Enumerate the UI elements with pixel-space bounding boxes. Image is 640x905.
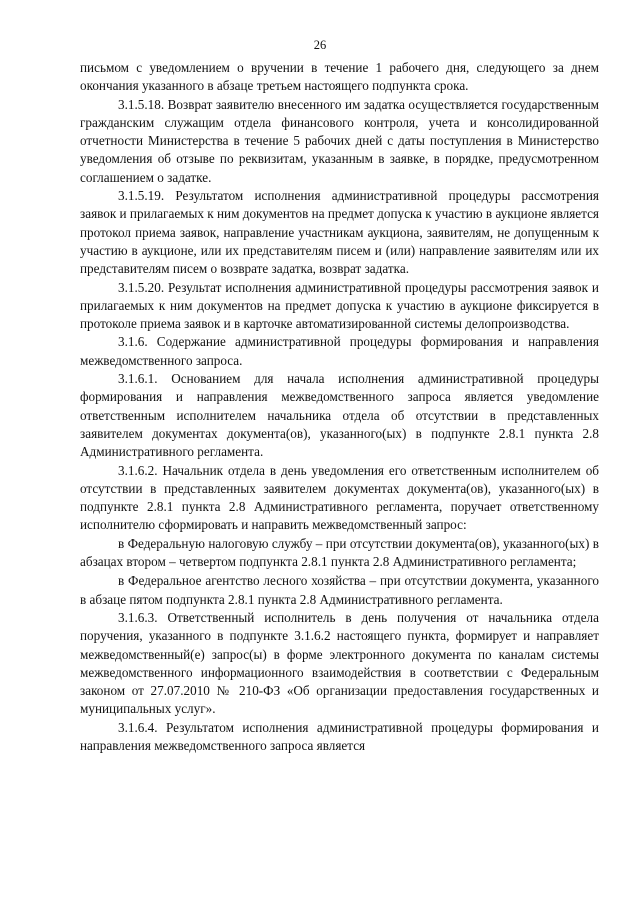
document-body [80, 59, 599, 755]
paragraph: 3.1.5.19. Результатом исполнения административной процедуры рассмотрения заявок и прилагаемых к ним документов на предмет допуска к участию в аукционе является протокол приема заявок, направление участникам аукциона, заявителям, не допущенным к участию в аукционе, или их представителям писем и (или) направление заявителям или их представителям писем о возврате задатка, возврат задатка. [80, 188, 599, 277]
paragraph: 3.1.6.3. Ответственный исполнитель в день получения от начальника отдела поручения, указанного в подпункте 3.1.6.2 настоящего пункта, формирует и направляет межведомственный(е) запрос(ы) в форме электронного документа по каналам системы межведомственного информационного взаимодействия в соответствии с Федеральным законом от 27.07.2010 № 210-ФЗ «Об организации предоставления государственных и муниципальных услуг». [80, 609, 599, 717]
paragraph: 3.1.5.18. Возврат заявителю внесенного им задатка осуществляется государственным гражданским служащим отдела финансового контроля, учета и консолидированной отчетности Министерства в течение 5 рабочих дней с даты поступления в Министерство уведомления об отзыве по реквизитам, указанным в заявке, в порядке, предусмотренном соглашением о задатке. [80, 96, 599, 185]
page-number: 26 [313, 38, 327, 52]
paragraph: письмом с уведомлением о вручении в течение 1 рабочего дня, следующего за днем окончания указанного в абзаце третьем настоящего подпункта срока. [80, 60, 599, 94]
paragraph: 3.1.6.4. Результатом исполнения административной процедуры формирования и направления межведомственного запроса является [80, 719, 599, 753]
paragraph: в Федеральную налоговую службу – при отсутствии документа(ов), указанного(ых) в абзацах втором – четвертом подпункта 2.8.1 пункта 2.8 Административного регламента; [80, 535, 599, 570]
paragraph: 3.1.6.2. Начальник отдела в день уведомления его ответственным исполнителем об отсутствии в представленных заявителем документах документа(ов), указанного(ых) в подпункте 2.8.1 пункта 2.8 Административного регламента, поручает ответственному исполнителю сформировать и направить межведомственный запрос: [80, 462, 599, 533]
paragraph: 3.1.5.20. Результат исполнения административной процедуры рассмотрения заявок и прилагаемых к ним документов на предмет допуска к участию в аукционе фиксируется в протоколе приема заявок и в карточке автоматизированной системы делопроизводства. [80, 279, 599, 332]
paragraph: в Федеральное агентство лесного хозяйства – при отсутствии документа, указанного в абзаце пятом подпункта 2.8.1 пункта 2.8 Административного регламента. [80, 573, 599, 607]
paragraph: 3.1.6. Содержание административной процедуры формирования и направления межведомственного запроса. [80, 334, 599, 368]
paragraph: 3.1.6.1. Основанием для начала исполнения административной процедуры формирования и направления межведомственного запроса является уведомление ответственным исполнителем начальника отдела об отсутствии в представленных заявителем документах документа(ов), указанного(ых) в подпункте 2.8.1 пункта 2.8 Административного регламента. [80, 371, 599, 460]
